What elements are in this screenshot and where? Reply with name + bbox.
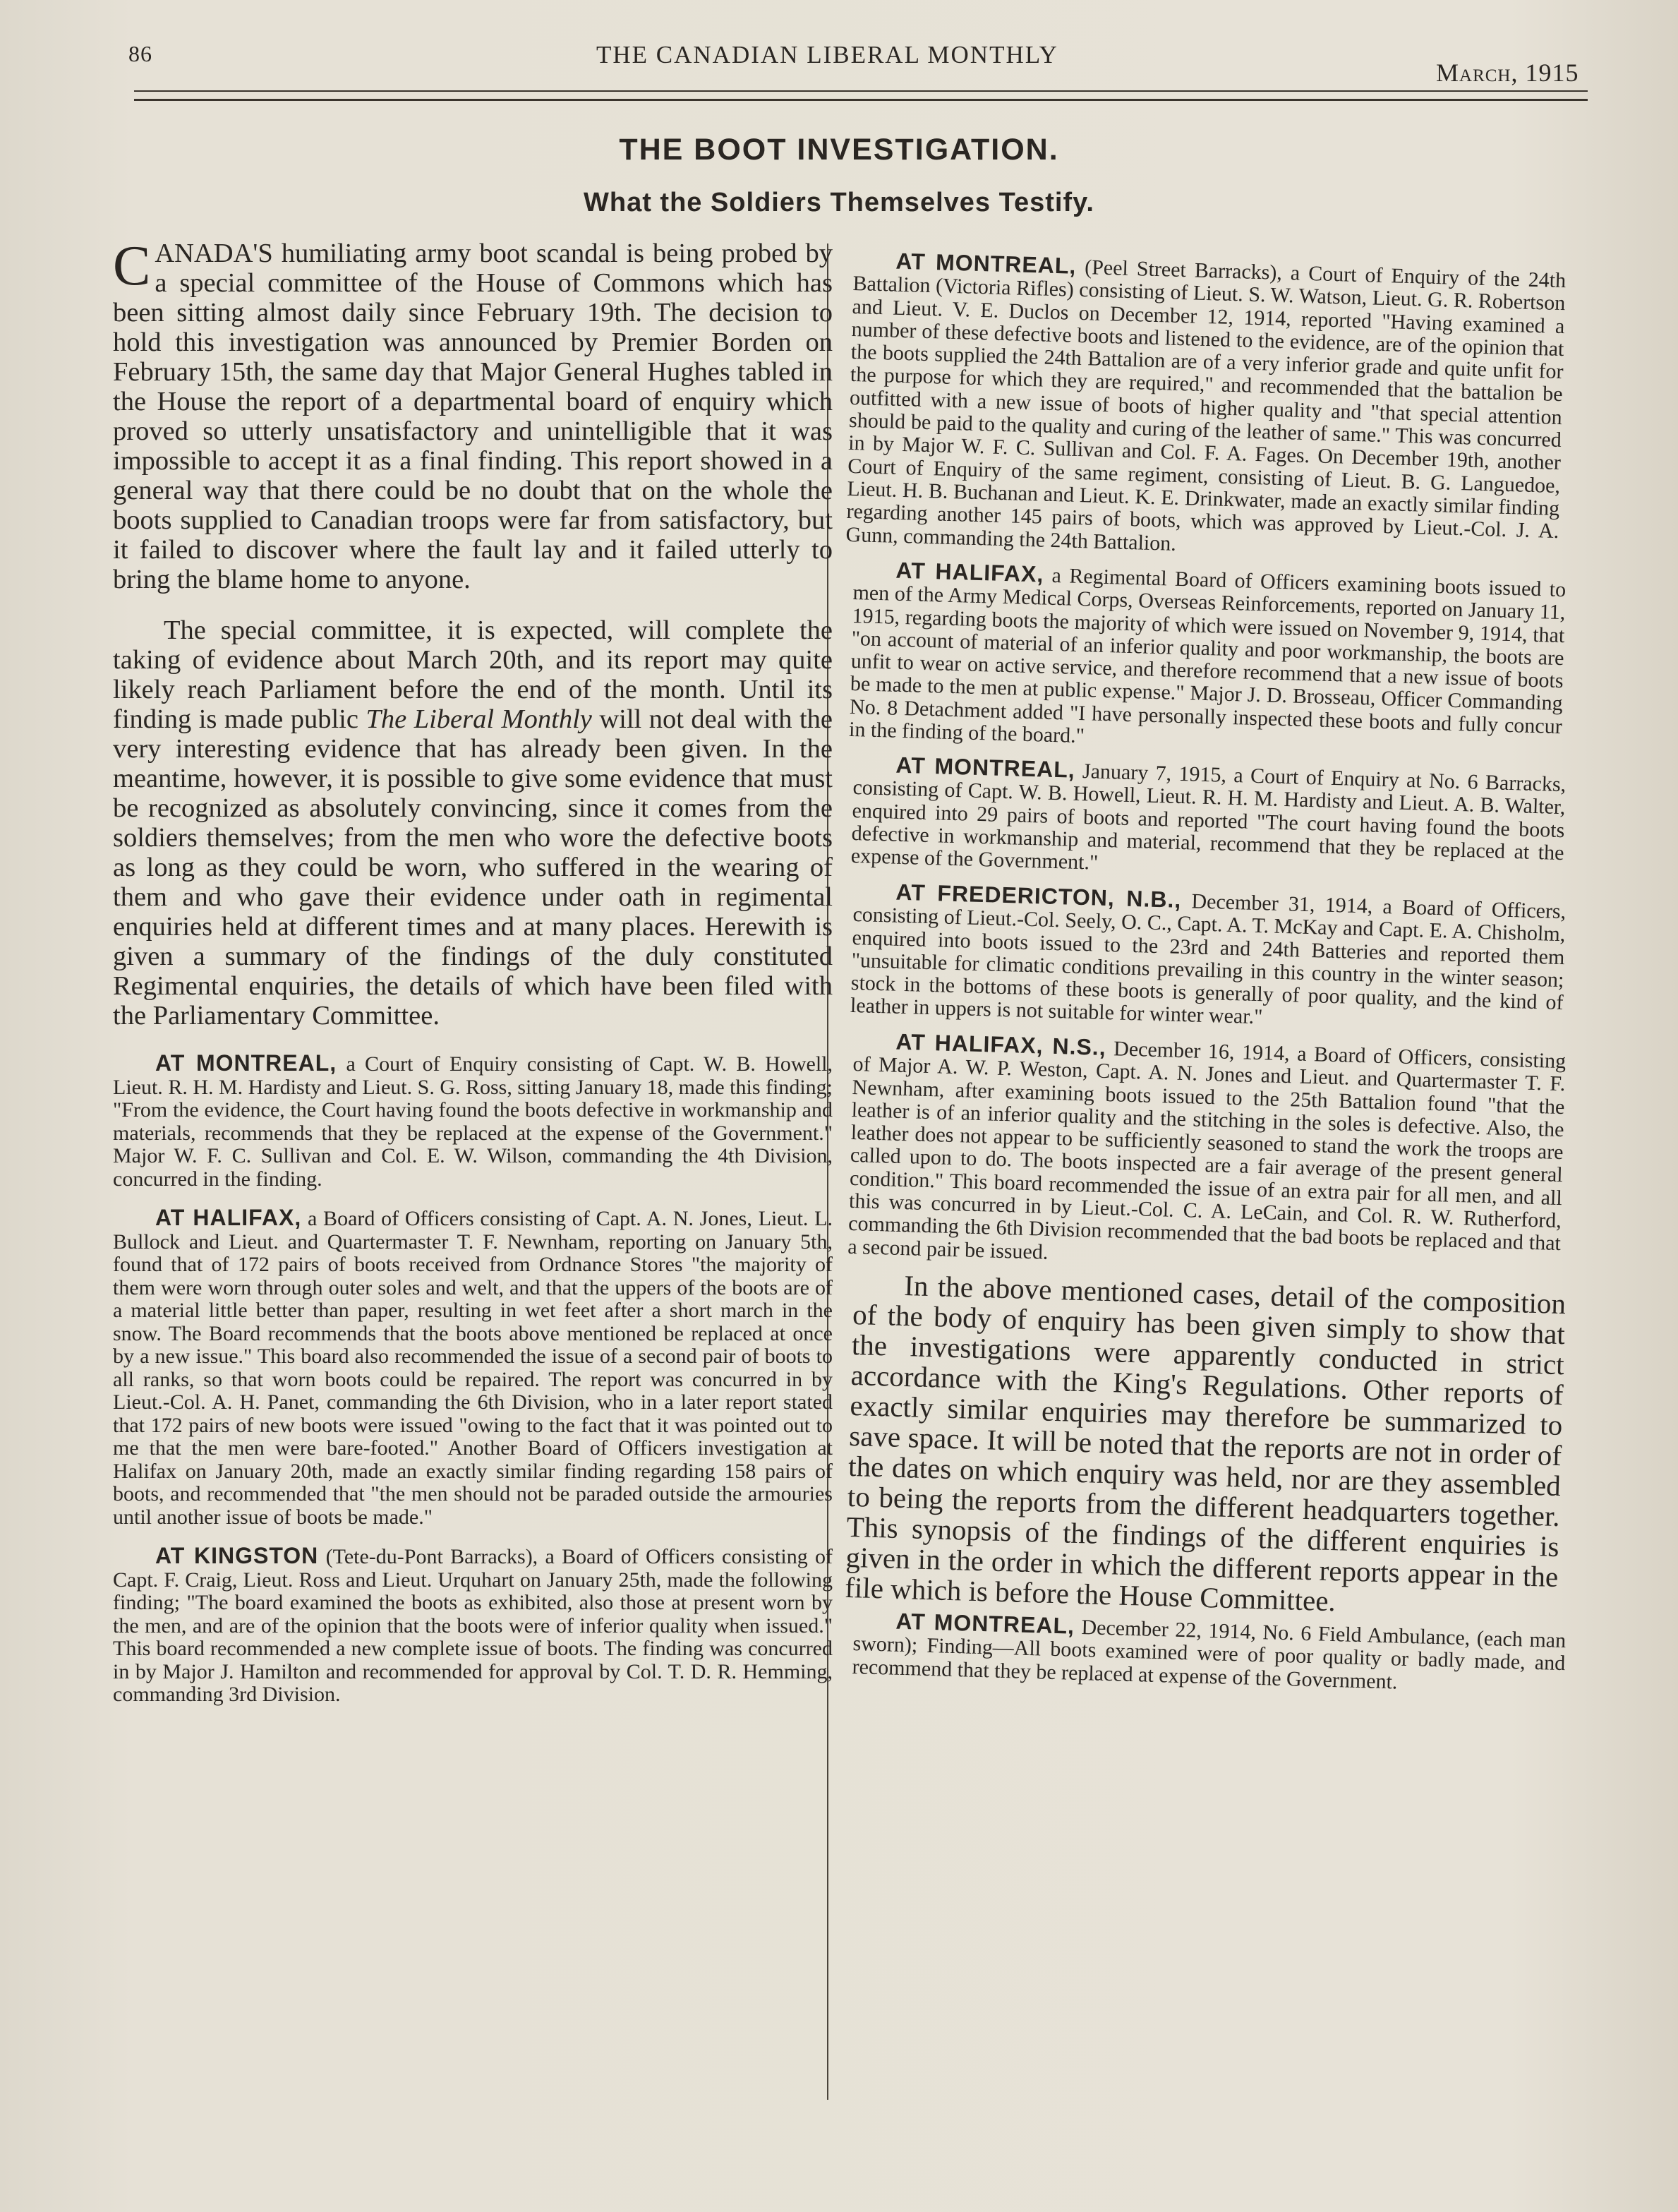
report-halifax-medical-corps bbox=[849, 558, 1567, 761]
report-place: AT FREDERICTON, N.B., bbox=[895, 879, 1182, 913]
report-text: December 22, 1914, No. 6 Field Ambulance, (each man sworn); Finding—All boots examined were of poor quality or badly made, and recommend that they be replaced at expense of the Government. bbox=[852, 1616, 1567, 1694]
report-text: December 31, 1914, a Board of Officers, consisting of Lieut.-Col. Seely, O. C., Capt. A. T. McKay and Capt. E. A. Chisholm, enquired into boots issued to the 23rd and 24th Batteries and reported them "unsuitable for climatic conditions prevailing in this country in the winter season; stock in the bottoms of these boots is generally of poor quality, and the kind of leather in uppers is not suitable for winter wear." bbox=[850, 889, 1567, 1029]
committee-text-start: The special committee, it is expected, will complete the taking of evidence about March 20th, and its report may quite likely reach Parliament before the end of the month. Until its finding is made public bbox=[113, 615, 833, 734]
report-place: AT HALIFAX, N.S., bbox=[895, 1028, 1107, 1060]
report-halifax-1 bbox=[113, 1206, 833, 1529]
report-place: AT KINGSTON bbox=[155, 1543, 319, 1568]
header-rule-double bbox=[134, 99, 1588, 101]
publication-name: The Liberal Monthly bbox=[366, 704, 592, 734]
report-text: (Tete-du-Pont Barracks), a Board of Officers consisting of Capt. F. Craig, Lieut. Ross and Lieut. Urquhart on January 25th, made the following finding; "The board examined the boots as exhibited, also those at present worn by the men, and are of the opinion that the boots were of inferior quality when issued." This board recommended a new complete issue of boots. The finding was concurred in by Major J. Hamilton and recommended for approval by Col. T. D. R. Hemming, commanding 3rd Division. bbox=[113, 1545, 833, 1706]
article-title: THE BOOT INVESTIGATION. bbox=[619, 133, 1059, 167]
report-place: AT HALIFAX, bbox=[155, 1205, 302, 1230]
report-place: AT MONTREAL, bbox=[895, 248, 1077, 279]
drop-cap: C bbox=[113, 235, 151, 297]
report-text: (Peel Street Barracks), a Court of Enquiry of the 24th Battalion (Victoria Rifles) consisting of Lieut. S. W. Watson, Lieut. G. R. Robertson and Lieut. V. E. Duclos on December 12, 1914, reported "Having examined a number of these defective boots and listened to the evidence, are of the opinion that the boots supplied the 24th Battalion are of a very inferior grade and quite unfit for the purpose for which they are required," and recommended that the battalion be outfitted with a new issue of boots of higher quality and "that special attention should be paid to the quality and curing of the leather of same." This was concurred in by Major W. F. C. Sullivan and Col. F. A. Fages. On December 19th, another Court of Enquiry of the same regiment, consisting of Lieut. B. G. Languedoe, Lieut. H. B. Buchanan and Lieut. K. E. Drinkwater, made an exactly similar finding regarding another 145 pairs of boots, which was approved by Lieut.-Col. J. A. Gunn, commanding the 24th Battalion. bbox=[845, 255, 1567, 555]
header-rule bbox=[134, 90, 1588, 92]
report-place: AT HALIFAX, bbox=[895, 557, 1044, 587]
report-montreal-no6-barracks bbox=[850, 752, 1566, 888]
running-title: THE CANADIAN LIBERAL MONTHLY bbox=[596, 41, 1058, 68]
report-text: a Court of Enquiry consisting of Capt. W. B. Howell, Lieut. R. H. M. Hardisty and Lieut. S. G. Ross, sitting January 18, made this finding; "From the evidence, the Court having found the boots defective in workmanship and materials, recommends that they be replaced at the expense of the Government." Major W. F. C. Sullivan and Col. E. W. Wilson, commanding the 4th Division, concurred in the finding. bbox=[113, 1052, 833, 1191]
report-montreal-peel-street bbox=[845, 248, 1566, 566]
intro-text: ANADA'S humiliating army boot scandal is being probed by a special committee of the House of Commons which has been sitting almost daily since February 19th. The decision to hold this investigation was announced by Premier Borden on February 15th, the same day that Major General Hughes tabled in the House the report of a departmental board of enquiry which proved so utterly unsatisfactory and unintelligible that it was impossible to accept it as a final finding. This report showed in a general way that there could be no doubt that on the whole the boots supplied to Canadian troops were far from satisfactory, but it failed to discover where the fault lay and it failed utterly to bring the blame home to anyone. bbox=[113, 239, 833, 594]
report-montreal-field-ambulance bbox=[852, 1609, 1566, 1698]
report-kingston bbox=[113, 1544, 833, 1707]
issue-date: March, 1915 bbox=[1436, 59, 1579, 87]
report-text: a Regimental Board of Officers examining boots issued to men of the Army Medical Corps, Overseas Reinforcements, reported on January 11, 1915, regarding boots the majority of which were issued on November 9, 1914, that "on account of material of an inferior quality and poor workmanship, the boots are unfit to wear on active service, and therefore recommend that a new issue of boots be made to the men at public expense." Major J. D. Brosseau, Officer Commanding No. 8 Detachment added "I have personally inspected these boots and fully concur in the finding of the board." bbox=[848, 563, 1567, 748]
report-montreal-1 bbox=[113, 1052, 833, 1191]
report-place: AT MONTREAL, bbox=[155, 1050, 337, 1076]
report-text: December 16, 1914, a Board of Officers, consisting of Major A. W. P. Weston, Capt. A. N. Jones and Lieut. and Quartermaster T. F. Newnham, after examining boots issued to the 25th Battalion found "that the leather is of an inferior quality and the stitching in the soles is defective. Also, the leather does not appear to be sufficiently seasoned to stand the work the troops are called upon to do. The boots inspected are a fair average of the present general condition." This board recommended the issue of an extra pair for all men, and all this was concurred in by Lieut.-Col. C. A. LeCain, and Col. R. W. Rutherford, commanding the 6th Division recommended that the bad boots be replaced and that a second pair be issued. bbox=[847, 1036, 1567, 1263]
report-text: a Board of Officers consisting of Capt. A. N. Jones, Lieut. L. Bullock and Lieut. and Quartermaster T. F. Newnham, reporting on January 5th, found that of 172 pairs of boots received from Ordnance Stores "the majority of them were worn through outer soles and welt, and that the uppers of the boots are of a material little better than paper, resulting in wet feet after a short march in the snow. The Board recommends that the boots above mentioned be replaced at once by a new issue." This board also recommended the issue of a second pair of boots to all ranks, so that worn boots could be repaired. The report was concurred in by Lieut.-Col. A. H. Panet, commanding the 6th Division, who in a later report stated that 172 pairs of new boots were issued "owing to the fact that it was pointed out to me that the men were bare-footed." Another Board of Officers investigation at Halifax on January 20th, made an exactly similar finding regarding 158 pairs of boots, and recommended that "the men should not be paraded outside the armouries until another issue of boots be made." bbox=[113, 1207, 833, 1529]
page-number: 86 bbox=[128, 41, 152, 66]
intro-paragraph bbox=[113, 235, 833, 594]
report-fredericton bbox=[850, 879, 1567, 1038]
committee-paragraph bbox=[113, 615, 833, 1030]
report-text: January 7, 1915, a Court of Enquiry at No. 6 Barracks, consisting of Capt. W. B. Howell, Lieut. R. H. M. Hardisty and Lieut. A. B. Walter, enquired into 29 pairs of boots and reported "The court having found the boots defective in workmanship and material, recommend that they be replaced at the expense of the Government." bbox=[850, 759, 1567, 875]
left-column bbox=[113, 235, 833, 1722]
report-place: AT MONTREAL, bbox=[895, 752, 1076, 783]
committee-text-end: will not deal with the very interesting evidence that has already been given. In the meantime, however, it is possible to give some evidence that must be recognized as absolutely convincing, since it comes from the soldiers themselves; from the men who wore the defective boots as long as they could be worn, who suffered in the wearing of them and who gave their evidence under oath in regimental enquiries held at different times and at many places. Herewith is given a summary of the findings of the duly constituted Regimental enquiries, the details of which have been filed with the Parliamentary Committee. bbox=[113, 704, 833, 1030]
article-subtitle: What the Soldiers Themselves Testify. bbox=[583, 188, 1094, 217]
report-halifax-25th-battalion bbox=[847, 1029, 1567, 1278]
right-column bbox=[844, 248, 1567, 1694]
closing-paragraph: In the above mentioned cases, detail of the composition of the body of enquiry has been given simply to show that the investigations were apparently conducted in strict accordance with the King's Regulations. Other reports of exactly similar enquiries may therefore be summarized to save space. It will be noted that the reports are not in order of the dates on which enquiry was held, nor are they assembled to being the reports from the different headquarters together. This synopsis of the findings of the different enquiries is given in the order in which the different reports appear in the file which is before the House Committee. bbox=[844, 1269, 1567, 1618]
report-place: AT MONTREAL, bbox=[895, 1609, 1075, 1640]
